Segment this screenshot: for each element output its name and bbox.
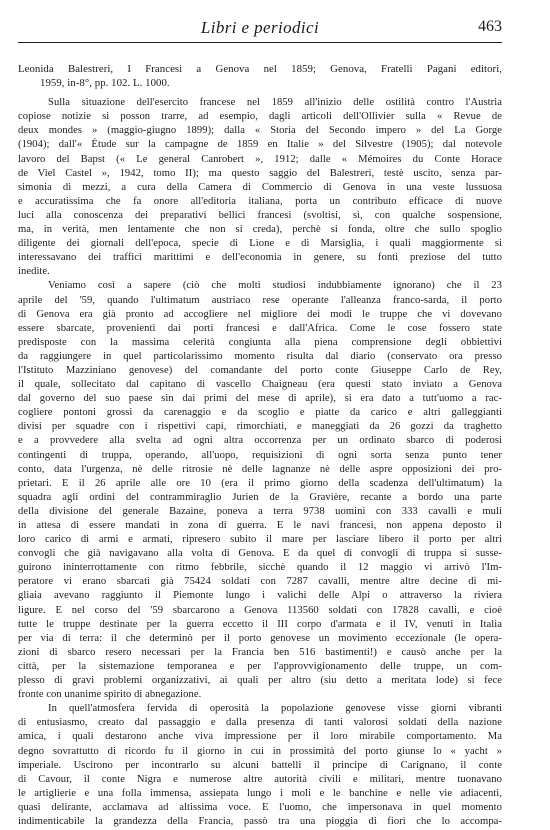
text-line: da raggiungere in quel particolarissimo momento risulta dal diario (conservato ora presso bbox=[18, 350, 502, 362]
text-line: convogli che già navigavano alla volta di Genova. E da quel dì convogli di truppa si susse- bbox=[18, 548, 502, 560]
text-line: indimenticabile la grandezza della Francia, passò tra una pioggia di fiori che lo accompa- bbox=[18, 815, 502, 827]
text-line: di Genova era già pronto ad accogliere nel migliore dei modi le truppe che vi dovevano bbox=[18, 308, 502, 320]
text-line: guirono ininterrottamente con ritmo febbrile, sicchè quando il 12 maggio vi arrivò l'Im- bbox=[18, 562, 502, 574]
text-line: divisi per squadre con i rispettivi capi, rimorchiati, e maneggiati da 26 gozzi da traghetto bbox=[18, 421, 502, 433]
text-line: luci alla conoscenza dei preparativi bellici francesi (svoltisi, sì, con qualche sospensione, bbox=[18, 209, 502, 221]
text-line: peratore vi erano sbarcati già 75424 soldati con 7287 cavalli, mentre altre decine di mi- bbox=[18, 576, 502, 588]
text-line: per via di terra: il che determinò per il porto genovese un movimento eccezionale (le opera- bbox=[18, 632, 502, 644]
citation-line: Leonida Balestreri, I Francesi a Genova nel 1859; Genova, Fratelli Pagani editori, bbox=[18, 63, 502, 75]
text-line: città, per la sistemazione temporanea e per l'approvvigionamento delle truppe, un com- bbox=[18, 660, 502, 672]
running-title: Libri e periodici bbox=[200, 18, 320, 37]
text-line: inedite. bbox=[18, 266, 50, 278]
text-line: il quale, sollecitato dal capitano di vascello Chaigneau (era questi stato inviato a Genova bbox=[18, 379, 502, 391]
text-line: imperiale. Uscirono per incontrarlo su alcuni battelli il principe di Carignano, il conte bbox=[18, 759, 502, 771]
text-line: ligure. E nel corso del '59 sbarcarono a Genova 113560 soldati con 17828 cavalli, e cioè bbox=[18, 604, 502, 616]
page-number: 463 bbox=[478, 18, 502, 35]
text-line: e a provvedere alla svelta ad ogni altra occorrenza per un ordinato sbarco di poderosi bbox=[18, 435, 502, 447]
text-line: di Cavour, il conte Nigra e numerose altre autorità civili e militari, mentre tuonavano bbox=[18, 773, 502, 785]
text-line: di entusiasmo, creato dal passaggio e dalla presenza di tanti valorosi soldati della nazione bbox=[18, 717, 502, 729]
text-line: squadra agli ordini del contrammiraglio Jurien de la Gravière, recante a bordo una parte bbox=[18, 491, 502, 503]
text-line: conto, data l'urgenza, nè delle ritrosie nè delle lagnanze nè delle aspre opposizioni dei pro- bbox=[18, 463, 502, 475]
text-line: (1904); dall'« Étude sur la campagne de 1859 en Italie » del Silvestre (1905); dal notevole bbox=[18, 139, 502, 151]
text-line: contingenti di truppa, operando, all'uopo, requisizioni di ogni sorta senza punto tener bbox=[18, 449, 502, 461]
text-line: diligente dei giornali dell'epoca, specie di Lione e di Marsiglia, i quali maggiormente si bbox=[18, 238, 502, 250]
text-line: prietari. E il 26 aprile alle ore 10 (era il primo giorno della scadenza dell'ultimatum) la bbox=[18, 477, 502, 489]
text-line: della divisione del generale Bazaine, poneva a terra 9738 uomini con 333 cavalli e muli bbox=[18, 505, 502, 517]
text-line: dal governo del suo paese sin dai primi del mese di aprile), si era dato a tutt'uomo a rac- bbox=[18, 393, 502, 405]
text-line: cogliere pontoni grossi da carenaggio e da scoglio e piatte da carico e altri galleggianti bbox=[18, 407, 502, 419]
text-line: zioni di sbarco resero necessari per la Francia ben 516 bastimenti!) e causò anche per la bbox=[18, 646, 502, 658]
text-line: degno sovrattutto di ricordo fu il giorno in cui in prossimità del porto giunse lo « yacht » bbox=[18, 745, 502, 757]
text-line: ma, in verità, men lentamente che non si creda), perchè si fonda, oltre che sullo spoglio bbox=[18, 224, 502, 236]
page-header bbox=[18, 8, 502, 43]
text-line: copiose notizie si posson trarre, ad esempio, dagli articoli dell'Ollivier sulla « Revue de bbox=[18, 111, 502, 123]
text-line: l'Istituto Mazziniano genovese) del comandante del porto conte Giuseppe Carlo de Rey, bbox=[18, 364, 502, 376]
text-line: amica, i quali destarono anche viva impressione per il loro mirabile comportamento. Ma bbox=[18, 731, 502, 743]
paragraph-2 bbox=[18, 279, 502, 702]
bibliographic-citation bbox=[18, 62, 502, 90]
text-line: In quell'atmosfera fervida di operosità la popolazione genovese visse giorni vibranti bbox=[48, 703, 502, 715]
paragraph-3 bbox=[18, 702, 502, 829]
text-line: predisposte con la massima celerità congiunta alla piena comprensione degli obbiettivi bbox=[18, 336, 502, 348]
paragraph-1 bbox=[18, 96, 502, 279]
citation-line: 1959, in-8°, pp. 102. L. 1000. bbox=[40, 77, 170, 90]
text-line: quasi delirante, acclamava ad altissima voce. E l'uomo, che impersonava in quel momento bbox=[18, 801, 502, 813]
text-line: e accuratissima che fa onore all'editoria italiana, porta un contributo efficace di nuove bbox=[18, 195, 502, 207]
text-line: le artiglierie e una folla immensa, assiepata lungo i moli e le banchine e nelle vie adiacenti, bbox=[18, 787, 502, 799]
text-line: lavoro del Bapst (« Le general Canrobert », 1912; dalle « Mémoires du Conte Horace bbox=[18, 153, 502, 165]
text-line: in attesa di essere mandati in zona di guerra. E le navi francesi, non appena deposto il bbox=[18, 520, 502, 531]
text-line: Veniamo così a sapere (ciò che molti studiosi indubbiamente ignorano) che il 23 bbox=[48, 280, 502, 292]
text-line: plesso di gravi problemi organizzativi, ai quali per altro (siu detto a meritata lode) si fece bbox=[18, 675, 502, 687]
text-line: aprile del '59, quando l'ultimatum austriaco rese operante l'alleanza franco-sarda, il porto bbox=[18, 294, 502, 306]
text-line: fronte con unanime spirito di abnegazione. bbox=[18, 689, 202, 701]
review-body bbox=[18, 62, 502, 829]
text-line: gliaia avevano raggiunto il Piemonte lungo i valichi delle Alpi o attraverso la riviera bbox=[18, 590, 502, 602]
text-line: simonia di mezzi, a cura della Camera di Commercio di Genova in una veste lussuosa bbox=[18, 181, 502, 193]
text-line: loro carico di armi e armati, ripresero subito il mare per lasciare libero il porto per altri bbox=[18, 534, 502, 546]
text-line: deux mondes » (maggio-giugno 1899); dalla « Storia del Secondo impero » del La Gorge bbox=[18, 125, 502, 137]
text-line: essere sbarcate, provenienti dai porti francesi e dall'Africa. Come le cose fossero state bbox=[18, 322, 502, 334]
text-line: de Viel Castel », 1942, tomo II); ma questo saggio del Balestreri, testè uscito, senza par- bbox=[18, 167, 502, 179]
text-line: tutte le truppe destinate per la guerra eccetto il III corpo d'armata e il IV, venuti in Italia bbox=[18, 618, 502, 630]
text-line: Sulla situazione dell'esercito francese nel 1859 all'inizio delle ostilità contro l'Austria bbox=[48, 97, 502, 109]
text-line: interessavano dei traffici marittimi e dell'economia in genere, su fonti preziose del tutto bbox=[18, 252, 502, 264]
